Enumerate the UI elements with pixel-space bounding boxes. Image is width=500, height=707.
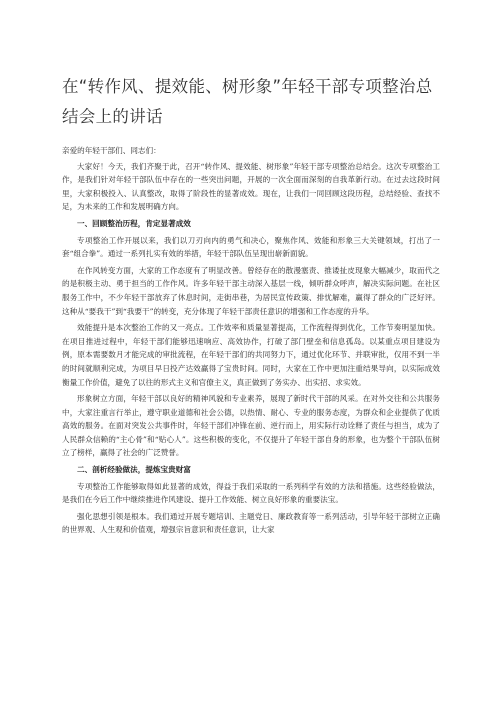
document-title: 在“转作风、提效能、树形象”年轻干部专项整治总结会上的讲话 xyxy=(62,77,433,126)
section1-paragraph: 在作风转变方面，大家的工作态度有了明显改善。曾经存在的散漫塞责、推诿扯皮现象大幅减少，取而代之的是积极主动、勇于担当的工作作风。许多年轻干部主动深入基层一线，倾听群众呼声，解决实际问题。在社区服务工作中，不少年轻干部放弃了休息时间，走街串巷，为居民宣传政策、排忧解难，赢得了群众的广泛好评。这种从“要我干”到“我要干”的转变，充分体现了年轻干部责任意识的增强和工作态度的升华。 xyxy=(62,265,440,316)
section-heading-1: 一、回顾整治历程，肯定显著成效 xyxy=(77,218,191,228)
section2-paragraph: 强化思想引领是根本。我们通过开展专题培训、主题党日、廉政教育等一系列活动，引导年轻干部树立正确的世界观、人生观和价值观，增强宗旨意识和责任意识，让大家 xyxy=(62,511,440,535)
document-page xyxy=(62,72,440,540)
section1-paragraph: 效能提升是本次整治工作的又一亮点。工作效率和质量显著提高，工作流程得到优化，工作节奏明显加快。在项目推进过程中，年轻干部们能够迅速响应、高效协作，打破了部门壁垒和信息孤岛。以某重点项目建设为例，原本需要数月才能完成的审批流程，在年轻干部们的共同努力下，通过优化环节、并联审批，仅用不到一半的时间就顺利完成，为项目早日投产达效赢得了宝贵时间。同时，大家在工作中更加注重结果导向，以实际成效衡量工作价值，避免了以往的形式主义和官僚主义，真正做到了务实办、出实招、求实效。 xyxy=(62,323,440,387)
section2-paragraph: 专项整治工作能够取得如此显著的成效，得益于我们采取的一系列科学有效的方法和措施。这些经验做法，是我们在今后工作中继续推进作风建设、提升工作效能、树立良好形象的重要法宝。 xyxy=(62,481,440,505)
section1-paragraph: 专项整治工作开展以来，我们以刀刃向内的勇气和决心，聚焦作风、效能和形象三大关键领域，打出了一套“组合拳”。通过一系列扎实有效的举措，年轻干部队伍呈现出崭新面貌。 xyxy=(62,235,440,259)
section1-paragraph: 形象树立方面，年轻干部以良好的精神风貌和专业素养，展现了新时代干部的风采。在对外交往和公共服务中，大家注重言行举止，遵守职业道德和社会公德，以热情、耐心、专业的服务态度，为群众和企业提供了优质高效的服务。在面对突发公共事件时，年轻干部们冲锋在前、逆行而上，用实际行动诠释了责任与担当，成为了人民群众信赖的“主心骨”和“贴心人”。这些积极的变化，不仅提升了年轻干部自身的形象，也为整个干部队伍树立了榜样，赢得了社会的广泛赞誉。 xyxy=(62,394,440,458)
greeting: 亲爱的年轻干部们、同志们： xyxy=(62,146,161,155)
intro-paragraph: 大家好！今天，我们齐聚于此，召开“转作风、提效能、树形象”年轻干部专项整治总结会。这次专项整治工作，是我们针对年轻干部队伍中存在的一些突出问题，开展的一次全面而深刻的自我革新行动。在过去这段时间里，大家积极投入、认真整改，取得了阶段性的显著成效。现在，让我们一同回顾这段历程，总结经验、查找不足，为未来的工作和发展明确方向。 xyxy=(62,161,440,212)
section-heading-2: 二、剖析经验做法，提炼宝贵财富 xyxy=(77,465,191,475)
